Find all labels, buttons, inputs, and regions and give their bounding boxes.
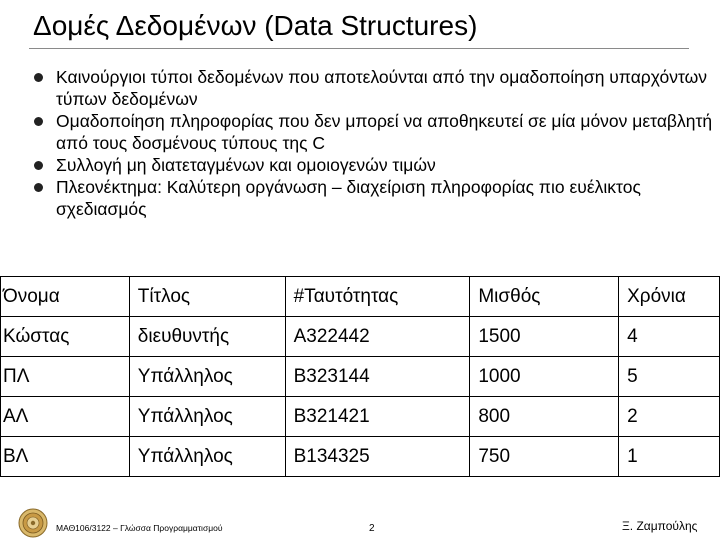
table-row [1, 397, 720, 437]
bullet-dot-icon [34, 161, 43, 170]
bullet-item [34, 176, 714, 220]
bullet-list [34, 66, 714, 220]
bullet-text: Συλλογή μη διατεταγμένων και ομοιογενών τιμών [56, 155, 436, 175]
bullet-text: Πλεονέκτημα: Καλύτερη οργάνωση – διαχείριση πληροφορίας πιο ευέλικτος σχεδιασμός [56, 177, 641, 219]
table-row [1, 317, 720, 357]
slide-title: Δομές Δεδομένων (Data Structures) [33, 10, 478, 41]
employee-table [0, 276, 720, 477]
table-cell: 1500 [470, 317, 619, 357]
header-cell: Μισθός [470, 277, 619, 317]
bullet-text: Ομαδοποίηση πληροφορίας που δεν μπορεί να αποθηκευτεί σε μία μόνον μεταβλητή από τους δοσμένους τύπους της C [56, 111, 713, 153]
table-cell: 2 [619, 397, 720, 437]
table-row [1, 437, 720, 477]
table-cell: Υπάλληλος [129, 357, 285, 397]
page-number: 2 [369, 523, 375, 534]
bullet-dot-icon [34, 117, 43, 126]
table-cell: Α322442 [285, 317, 470, 357]
table-cell: 1000 [470, 357, 619, 397]
table-cell: Υπάλληλος [129, 397, 285, 437]
header-cell: Όνομα [1, 277, 130, 317]
table-cell: 750 [470, 437, 619, 477]
table-cell: Β323144 [285, 357, 470, 397]
footer-course: ΜΑΘ106/3122 – Γλώσσα Προγραμματισμού [56, 523, 223, 533]
header-cell: #Ταυτότητας [285, 277, 470, 317]
bullet-item [34, 66, 714, 110]
header-cell: Χρόνια [619, 277, 720, 317]
table-header-row [1, 277, 720, 317]
table-cell: Υπάλληλος [129, 437, 285, 477]
table-cell: ΒΛ [1, 437, 130, 477]
table-cell: διευθυντής [129, 317, 285, 357]
bullet-item [34, 110, 714, 154]
header-cell: Τίτλος [129, 277, 285, 317]
table-cell: 800 [470, 397, 619, 437]
bullet-dot-icon [34, 73, 43, 82]
table-cell: 1 [619, 437, 720, 477]
university-seal-icon [18, 508, 48, 538]
bullet-dot-icon [34, 183, 43, 192]
bullet-item [34, 154, 714, 176]
table-cell: Κώστας [1, 317, 130, 357]
footer-author: Ξ. Ζαμπούλης [622, 519, 698, 533]
table-cell: Β321421 [285, 397, 470, 437]
table-cell: 5 [619, 357, 720, 397]
table-row [1, 357, 720, 397]
table-cell: ΑΛ [1, 397, 130, 437]
table-cell: ΠΛ [1, 357, 130, 397]
table-cell: Β134325 [285, 437, 470, 477]
title-divider [29, 48, 689, 49]
bullet-text: Καινούργιοι τύποι δεδομένων που αποτελούνται από την ομαδοποίηση υπαρχόντων τύπων δεδομένων [56, 67, 708, 109]
table-cell: 4 [619, 317, 720, 357]
